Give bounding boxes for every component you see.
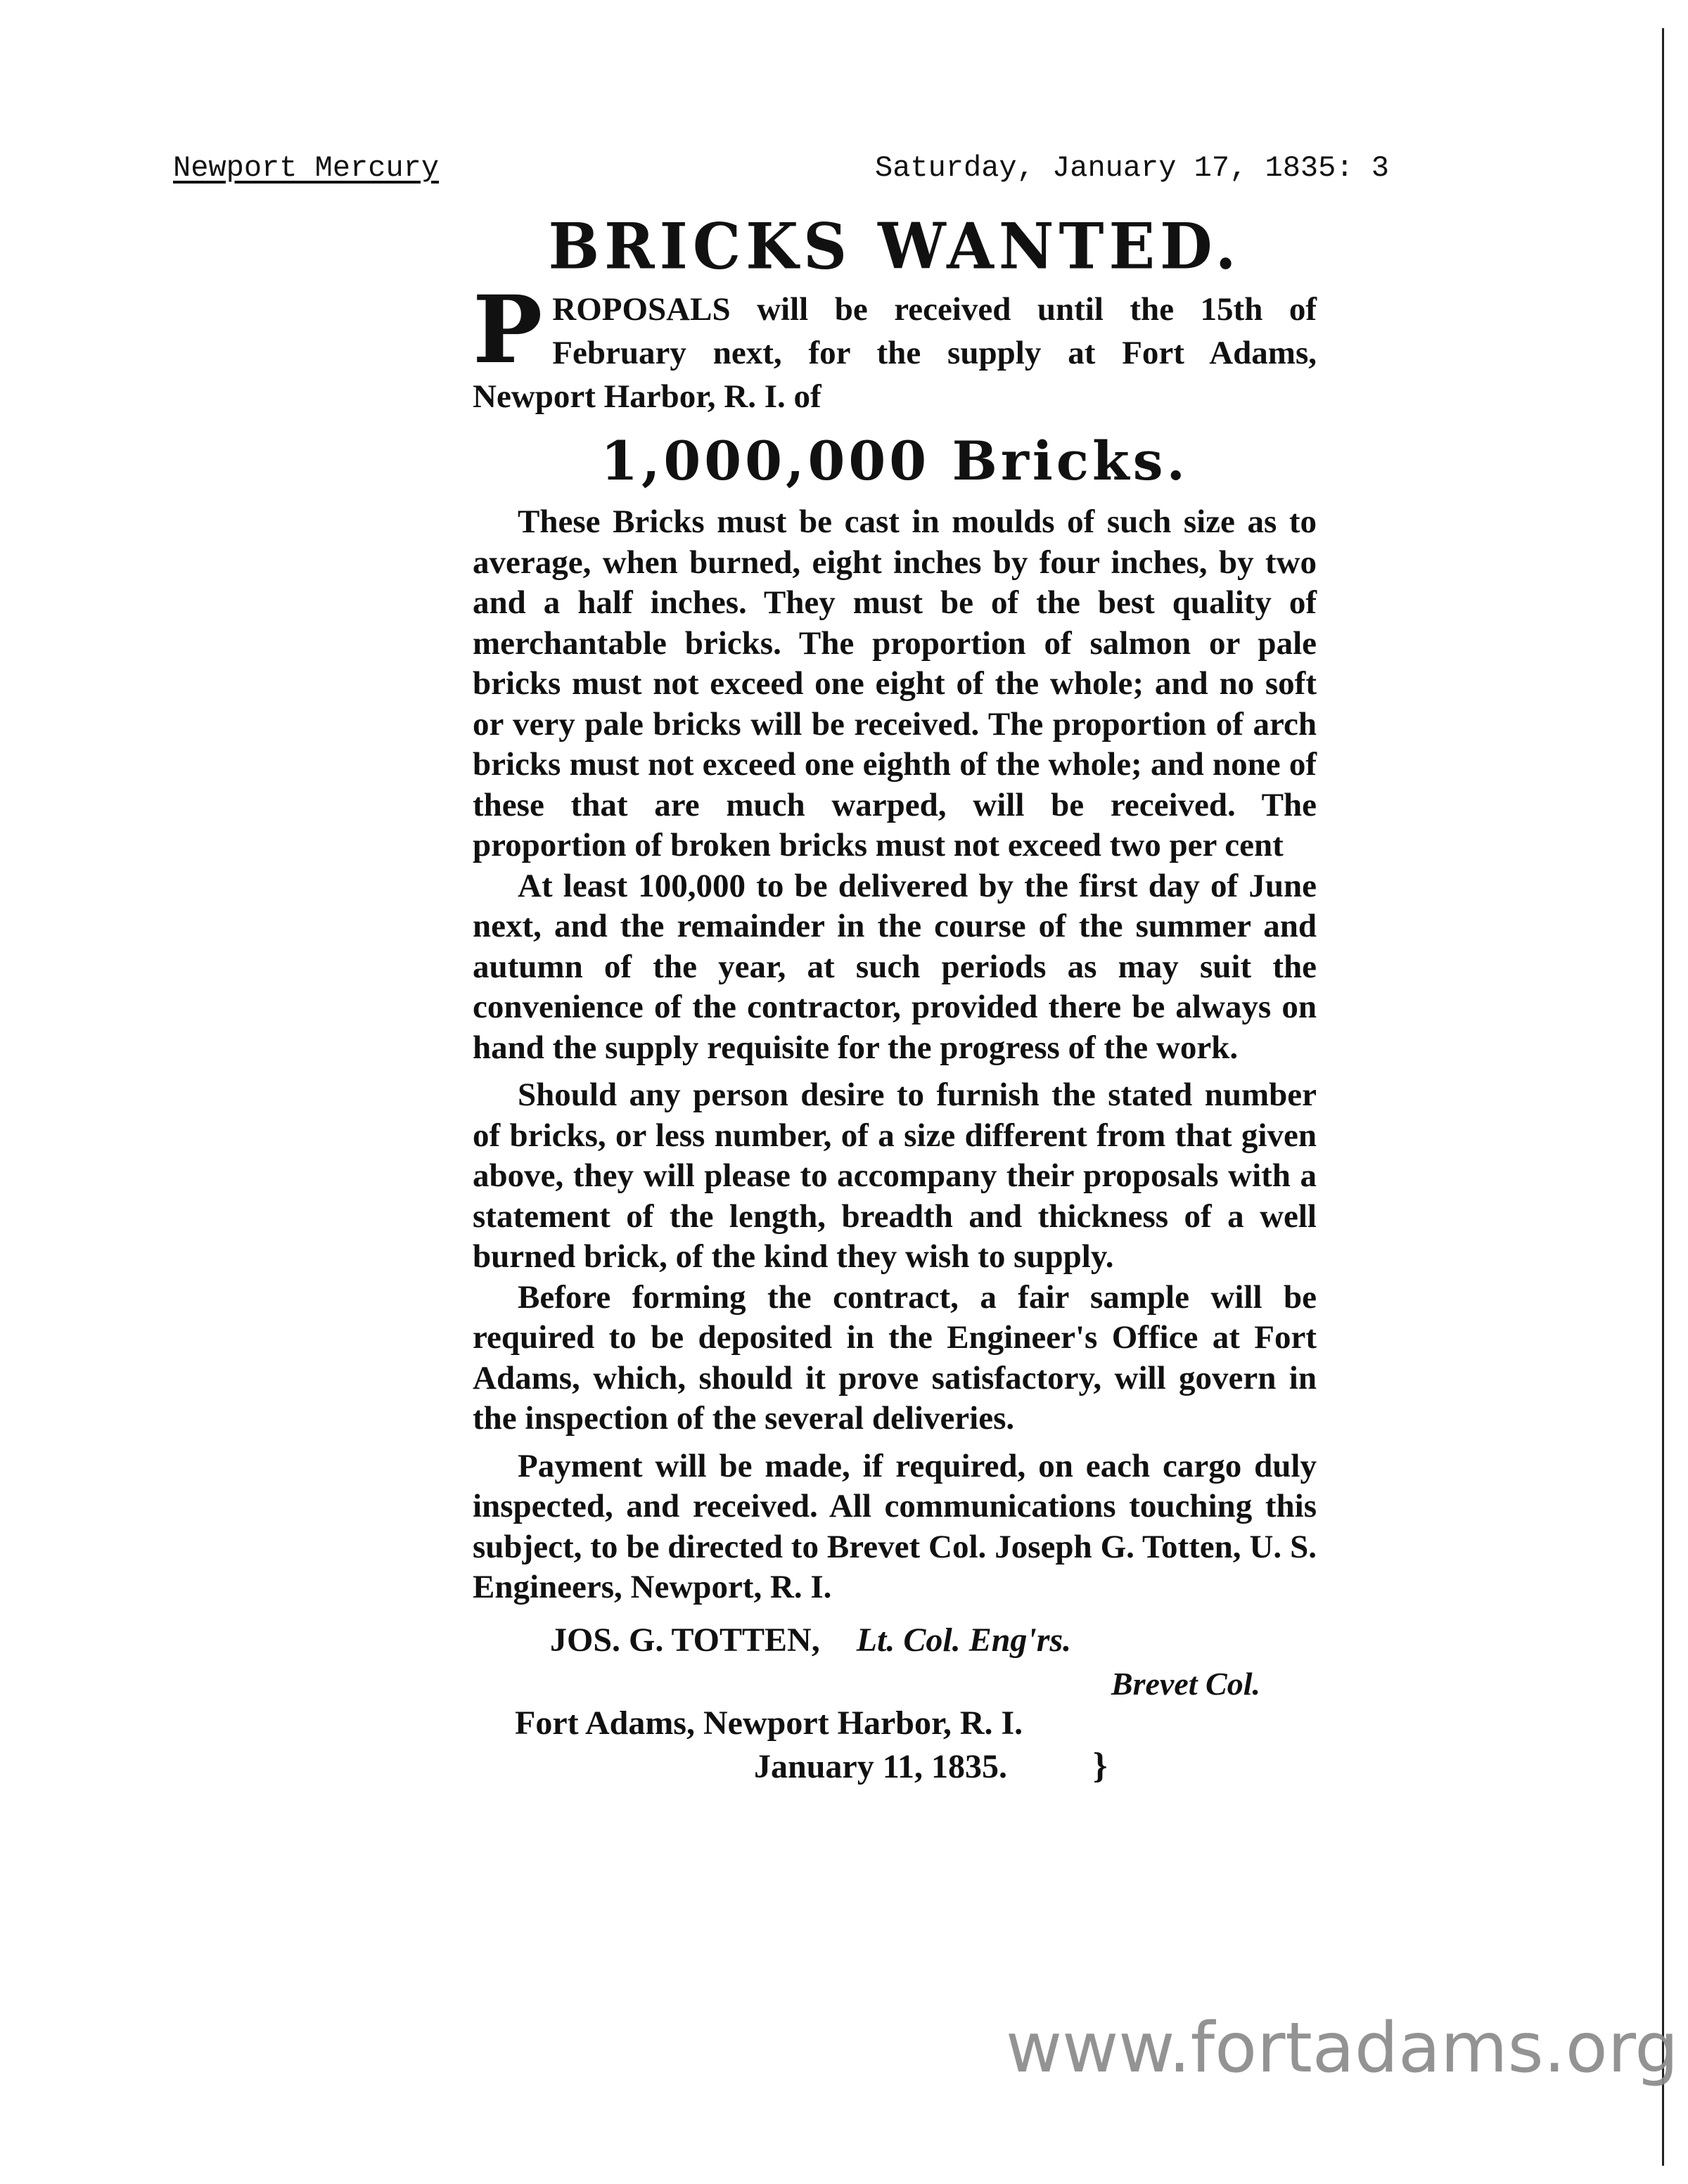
publication-name: Newport Mercury bbox=[173, 151, 440, 185]
ad-intro bbox=[473, 276, 1317, 418]
brick-quantity: 1,000,000 Bricks. bbox=[601, 430, 1189, 492]
paragraph-delivery: At least 100,000 to be delivered by the first day of June next, and the remainder in the course of the summer and autumn of the year, at such periods as may suit the convenience of the contractor, provided there be always on hand the supply requisite for the progress of the work. bbox=[473, 867, 1317, 1066]
dateline-place: Fort Adams, Newport Harbor, R. I. bbox=[515, 1704, 1023, 1742]
watermark-url: www.fortadams.org bbox=[1006, 2008, 1679, 2088]
drop-cap: P bbox=[473, 276, 543, 385]
advertisement bbox=[473, 211, 1317, 1787]
paragraph-specs: These Bricks must be cast in moulds of such size as to average, when burned, eight inches by four inches, by two and a half inches. They must be of the best quality of merchantable bricks. The proportion of salmon or pale bricks must not exceed one eight of the whole; and no soft or very pale bricks will be received. The proportion of arch bricks must not exceed one eighth of the whole; and none of these that are much warped, will be received. The proportion of broken bricks must not exceed two per cent bbox=[473, 503, 1317, 863]
signature-name: JOS. G. TOTTEN, bbox=[550, 1621, 820, 1659]
intro-text: ROPOSALS will be received until the 15th of February next, for the supply at Fort Adams, Newport Harbor, R. I. of bbox=[473, 291, 1317, 415]
dateline-date: January 11, 1835. bbox=[754, 1747, 1008, 1785]
dateline-date-line bbox=[473, 1745, 1317, 1787]
publication-date-page: Saturday, January 17, 1835: 3 bbox=[875, 151, 1389, 185]
signature-rank: Lt. Col. Eng'rs. bbox=[856, 1621, 1072, 1659]
brace-mark: } bbox=[1093, 1745, 1108, 1786]
paragraph-alternate-size: Should any person desire to furnish the stated number of bricks, or less number, of a size different from that given above, they will please to accompany their proposals with a statement of the length, breadth and thickness of a well burned brick, of the kind they wish to supply. bbox=[473, 1077, 1317, 1275]
signature-brevet: Brevet Col. bbox=[1111, 1665, 1260, 1702]
paragraph-payment: Payment will be made, if required, on each cargo duly inspected, and received. All communications touching this subject, to be directed to Brevet Col. Joseph G. Totten, U. S. Engineers, Newport, R. I. bbox=[473, 1447, 1317, 1605]
signature-line bbox=[473, 1621, 1317, 1659]
paragraph-sample: Before forming the contract, a fair sample will be required to be deposited in the Engineer's Office at Fort Adams, which, should it prove satisfactory, will govern in the inspection of the several deliveries. bbox=[473, 1278, 1317, 1437]
ad-title: BRICKS WANTED. bbox=[548, 209, 1241, 284]
page-edge-line bbox=[1662, 28, 1664, 2166]
